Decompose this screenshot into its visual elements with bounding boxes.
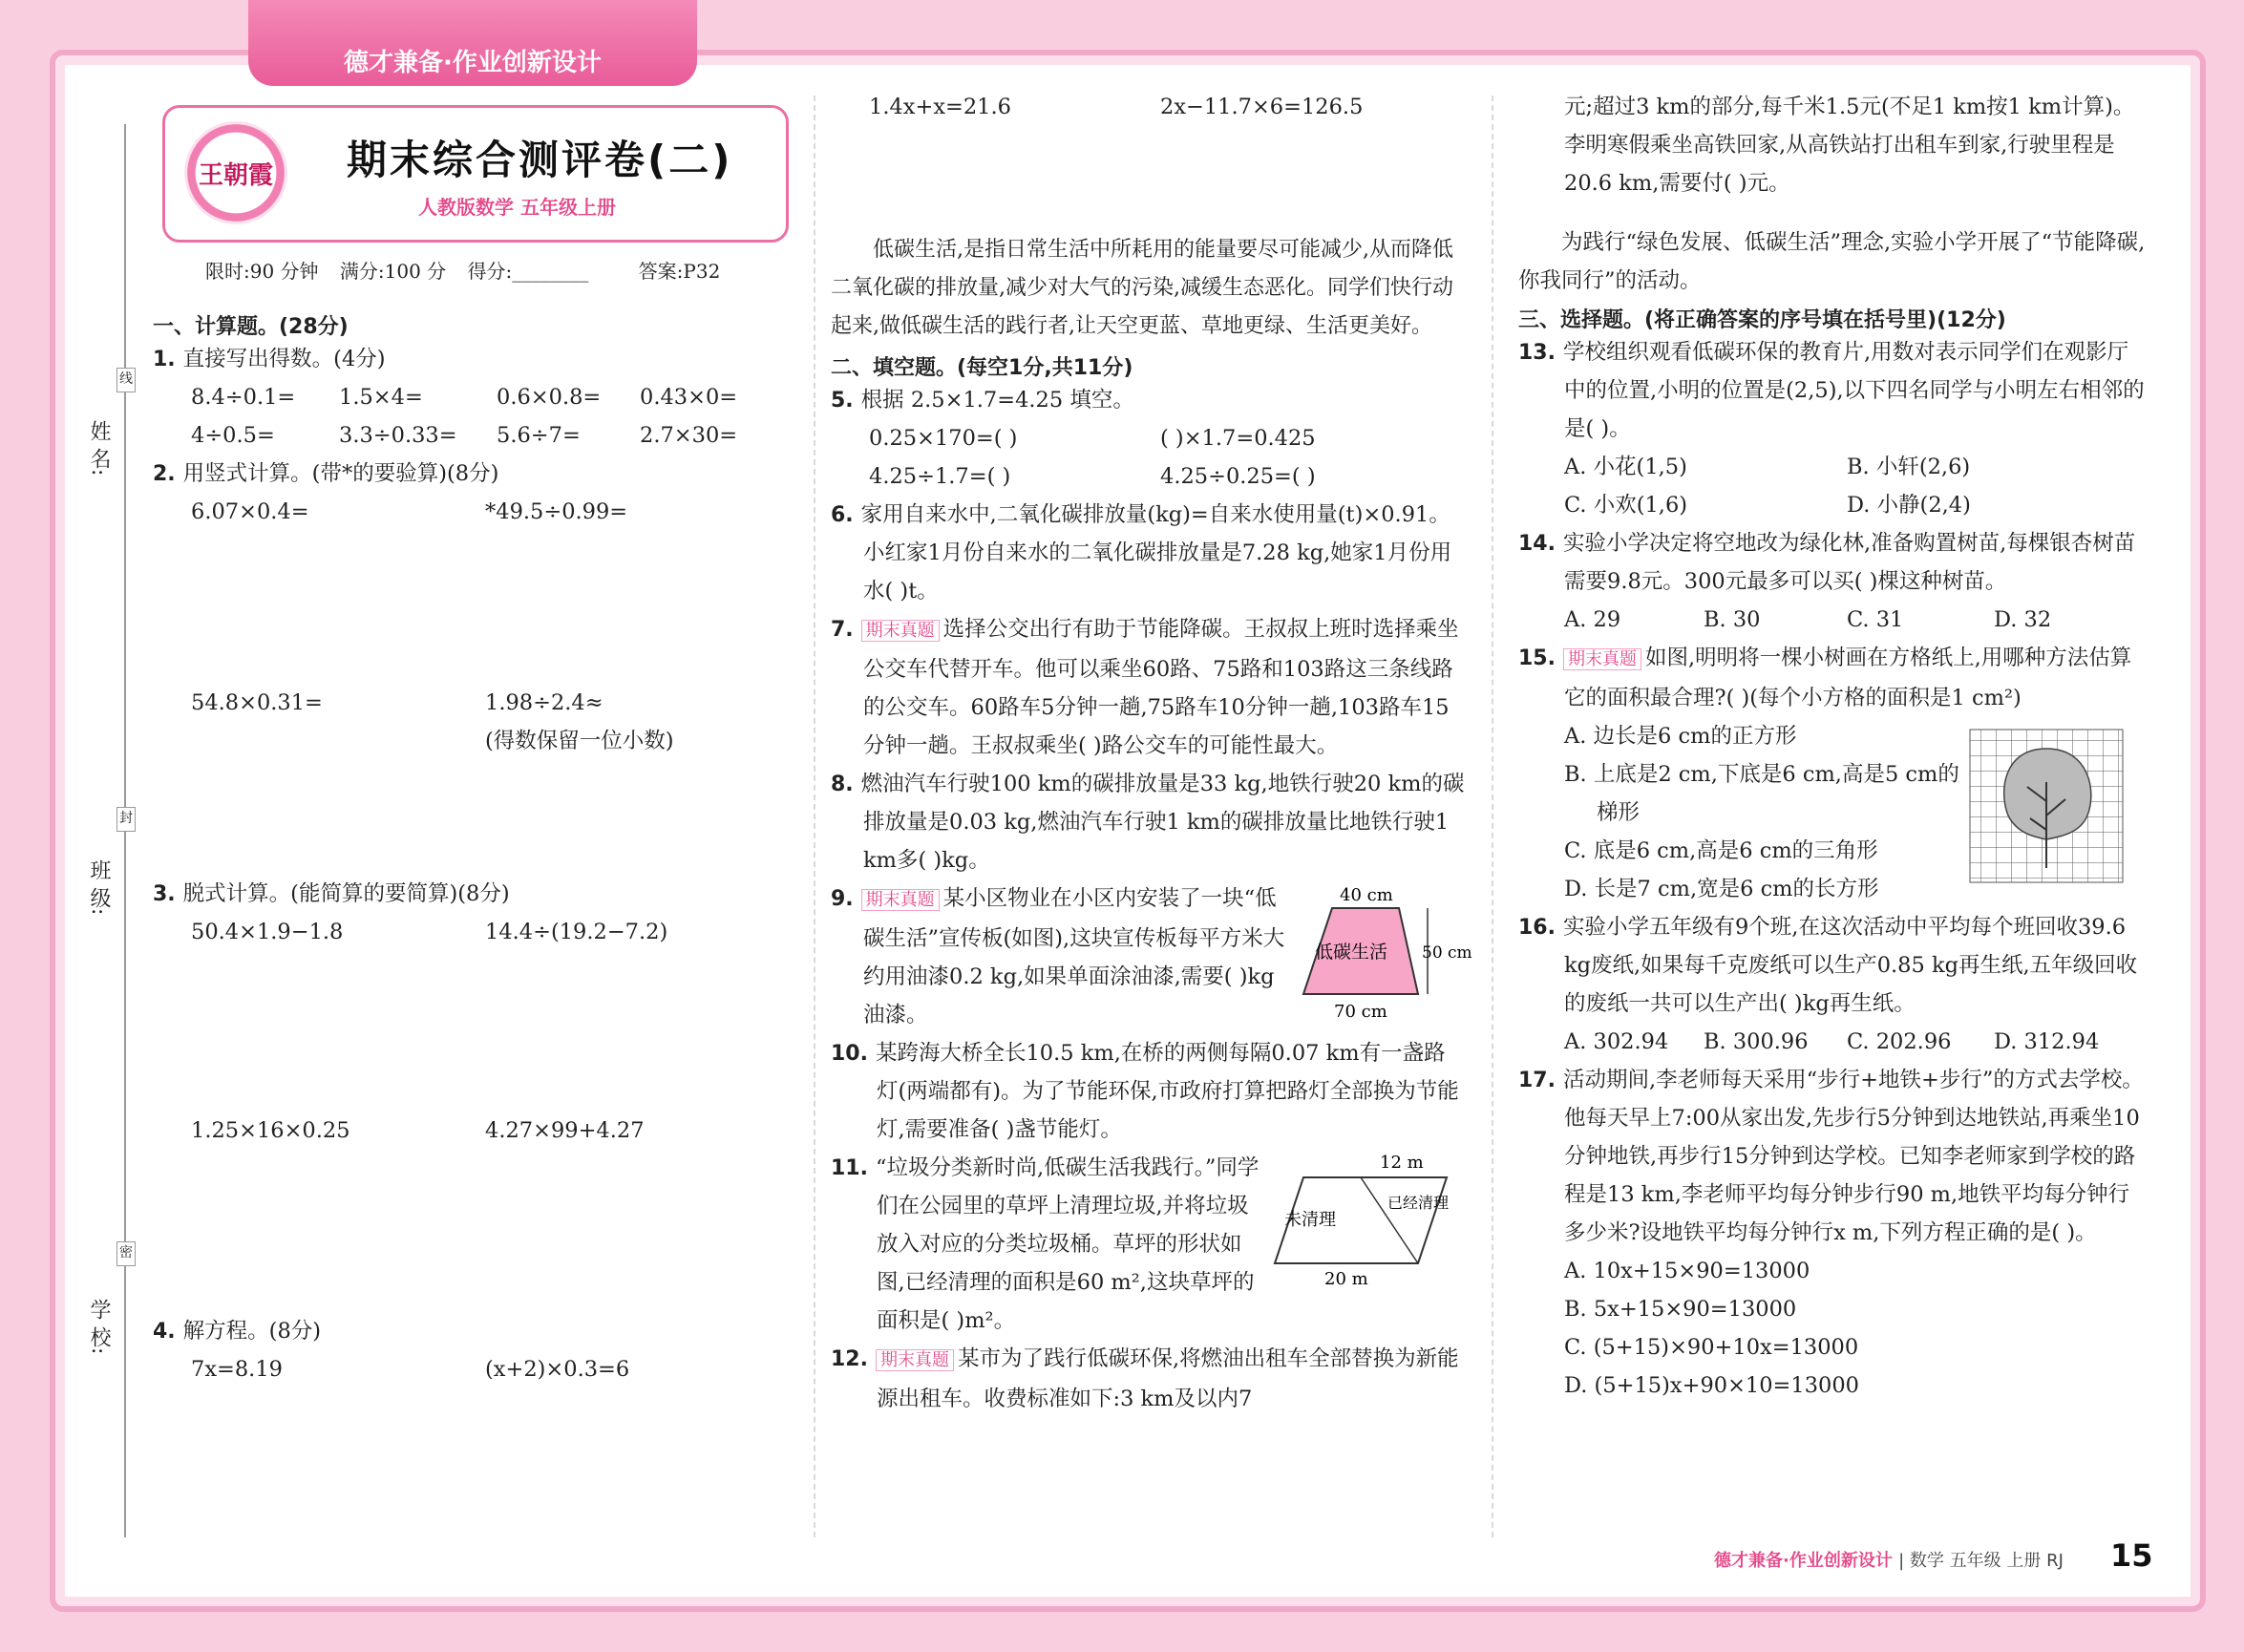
question-12: 12. 期末真题 某市为了践行低碳环保,将燃油出租车全部替换为新能源出租车。收费标准如下:3 km及以内7 — [831, 1346, 1459, 1411]
q1-item: 1.5×4= — [339, 385, 423, 410]
equation: 1.4x+x=21.6 — [869, 95, 1011, 119]
q2-item: 54.8×0.31= — [191, 690, 323, 715]
column-2 — [831, 88, 1472, 1418]
answer-ref: 答案:P32 — [638, 260, 721, 283]
q12-continued: 元;超过3 km的部分,每千米1.5元(不足1 km按1 km计算)。李明寒假乘坐高铁回家,从高铁站打出租车到家,行驶里程是20.6 km,需要付( )元。 — [1564, 95, 2135, 196]
question-10: 10. 某跨海大桥全长10.5 km,在桥的两侧每隔0.07 km有一盏路灯(两端都有)。为了节能环保,市政府打算把路灯全部换为节能灯,需要准备( )盏节能灯。 — [831, 1041, 1459, 1142]
q3-row2 — [153, 1112, 788, 1150]
q2-item: *49.5÷0.99= — [485, 499, 628, 524]
option: C. 202.96 — [1847, 1029, 1952, 1054]
option: A. 小花(1,5) — [1564, 455, 1687, 479]
binding-mark-line: 线 — [116, 368, 136, 392]
column-3 — [1518, 88, 2149, 1405]
exam-tag: 期末真题 — [861, 620, 940, 642]
question-4: 4. 解方程。(8分) — [153, 1319, 322, 1344]
question-9-block — [831, 879, 1472, 1034]
q4-text: 解方程。(8分) — [182, 1319, 322, 1344]
option: A. 边长是6 cm的正方形 — [1564, 724, 1797, 749]
q9-text: 某小区物业在小区内安装了一块“低碳生活”宣传板(如图),这块宣传板每平方米大约用油漆0.2 kg,如果单面涂油漆,需要( )kg油漆。 — [863, 886, 1285, 1027]
eq-row — [831, 88, 1466, 126]
exam-tag: 期末真题 — [1563, 648, 1641, 670]
equation: 2x−11.7×6=126.5 — [1160, 95, 1364, 119]
q13-options — [1518, 448, 2149, 486]
option: B. 300.96 — [1704, 1029, 1809, 1054]
brand-logo — [184, 121, 287, 224]
q15-options-block — [1518, 717, 2149, 908]
q3-item: 14.4÷(19.2−7.2) — [485, 920, 668, 944]
section-2-heading: 二、填空题。(每空1分,共11分) — [831, 356, 1133, 380]
page-number: 15 — [2110, 1537, 2153, 1574]
question-17: 17. 活动期间,李老师每天采用“步行+地铁+步行”的方式去学校。他每天早上7:00从家出发,先步行5分钟到达地铁站,再乘坐10分钟地铁,再步行15分钟到达学校。已知李老师家到学校的路程是13 km,李老师平均每分钟步行90 m,地铁平均每分钟行多少米?设地铁平均每分钟行x m,下列方程正确的是( )。 — [1518, 1068, 2144, 1245]
q1-item: 0.43×0= — [640, 385, 738, 410]
footer — [1714, 1547, 2064, 1572]
q5-row2 — [831, 457, 1466, 496]
fig11-uncleaned-label: 未清理 — [1284, 1210, 1336, 1230]
option: D. 312.94 — [1994, 1029, 2100, 1054]
question-1: 1. 直接写出得数。(4分) — [153, 347, 386, 371]
tree-grid-figure — [1965, 725, 2128, 897]
option: B. 上底是2 cm,下底是6 cm,高是5 cm的梯形 — [1564, 762, 1959, 825]
q17-text: 活动期间,李老师每天采用“步行+地铁+步行”的方式去学校。他每天早上7:00从家出发,先步行5分钟到达地铁站,再乘坐10分钟地铁,再步行15分钟到达学校。已知李老师家到学校的路程是13 km,李老师平均每分钟步行90 m,地铁平均每分钟行多少米?设地铁平均每分钟行x m,下列方程正确的是( )。 — [1562, 1068, 2144, 1245]
question-16: 16. 实验小学五年级有9个班,在这次活动中平均每个班回收39.6 kg废纸,如果每千克废纸可以生产0.85 kg再生纸,五年级回收的废纸一共可以生产出( )kg再生纸。 — [1518, 915, 2138, 1016]
q2-item: 6.07×0.4= — [191, 499, 309, 524]
q2-item: 1.98÷2.4≈ — [485, 690, 603, 715]
q13-options — [1518, 486, 2149, 524]
option: C. 底是6 cm,高是6 cm的三角形 — [1564, 838, 1878, 863]
q5-item: 4.25÷1.7=( ) — [869, 464, 1011, 489]
q6-text: 家用自来水中,二氧化碳排放量(kg)=自来水使用量(t)×0.91。小红家1月份自来水的二氧化碳排放量是7.28 kg,她家1月份用水( )t。 — [860, 502, 1452, 604]
q5-item: ( )×1.7=0.425 — [1160, 426, 1316, 451]
q1-item: 4÷0.5= — [191, 423, 275, 448]
exam-tag: 期末真题 — [876, 1349, 954, 1371]
section-3-heading: 三、选择题。(将正确答案的序号填在括号里)(12分) — [1518, 308, 2006, 332]
fig9-bottom-label: 70 cm — [1334, 1002, 1387, 1022]
question-14: 14. 实验小学决定将空地改为绿化林,准备购置树苗,每棵银杏树苗需要9.8元。300元最多可以买( )棵这种树苗。 — [1518, 531, 2136, 594]
q8-text: 燃油汽车行驶100 km的碳排放量是33 kg,地铁行驶20 km的碳排放量是0.03 kg,燃油汽车行驶1 km的碳排放量比地铁行驶1 km多( )kg。 — [860, 772, 1465, 873]
q14-text: 实验小学决定将空地改为绿化林,准备购置树苗,每棵银杏树苗需要9.8元。300元最多可以买( )棵这种树苗。 — [1562, 531, 2136, 594]
q1-row2 — [153, 416, 788, 455]
question-9: 9. 期末真题 某小区物业在小区内安装了一块“低碳生活”宣传板(如图),这块宣传板每平方米大约用油漆0.2 kg,如果单面涂油漆,需要( )kg油漆。 — [831, 886, 1285, 1027]
q1-item: 0.6×0.8= — [497, 385, 602, 410]
question-11: 11. “垃圾分类新时尚,低碳生活我践行。”同学们在公园里的草坪上清理垃圾,并将垃圾放入对应的分类垃圾桶。草坪的形状如图,已经清理的面积是60 m²,这块草坪的面积是( )m²。 — [831, 1155, 1260, 1333]
q4-row — [153, 1350, 788, 1388]
banner-text: 德才兼备·作业创新设计 — [344, 49, 602, 77]
option: D. 小静(2,4) — [1847, 493, 1971, 518]
q12-text: 某市为了践行低碳环保,将燃油出租车全部替换为新能源出租车。收费标准如下:3 km及以内7 — [877, 1346, 1459, 1411]
fig11-top-label: 12 m — [1380, 1153, 1424, 1173]
parallelogram-figure — [1265, 1149, 1466, 1292]
question-11-block — [831, 1149, 1466, 1340]
q2-text: 用竖式计算。(带*的要验算)(8分) — [182, 461, 499, 486]
q10-text: 某跨海大桥全长10.5 km,在桥的两侧每隔0.07 km有一盏路灯(两端都有)。为了节能环保,市政府打算把路灯全部换为节能灯,需要准备( )盏节能灯。 — [875, 1041, 1459, 1142]
q15-text: 如图,明明将一棵小树画在方格纸上,用哪种方法估算它的面积最合理?( )(每个小方格的面积是1 cm²) — [1564, 646, 2132, 710]
q4-item: (x+2)×0.3=6 — [485, 1357, 630, 1382]
option: B. 30 — [1704, 607, 1761, 632]
q5-item: 4.25÷0.25=( ) — [1160, 464, 1316, 489]
q5-row1 — [831, 419, 1466, 457]
q4-item: 7x=8.19 — [191, 1357, 283, 1382]
q2-note: (得数保留一位小数) — [485, 729, 674, 753]
question-6: 6. 家用自来水中,二氧化碳排放量(kg)=自来水使用量(t)×0.91。小红家1月份自来水的二氧化碳排放量是7.28 kg,她家1月份用水( )t。 — [831, 502, 1452, 604]
q17-options — [1518, 1252, 2149, 1405]
question-5: 5. 根据 2.5×1.7=4.25 填空。 — [831, 388, 1134, 413]
fig9-top-label: 40 cm — [1340, 885, 1393, 905]
class-label: 班 级: — [87, 859, 111, 916]
q1-item: 8.4÷0.1= — [191, 385, 296, 410]
option: D. 长是7 cm,宽是6 cm的长方形 — [1564, 877, 1879, 901]
page-subtitle: 人教版数学 五年级上册 — [418, 196, 616, 219]
fig9-board-text: 低碳生活 — [1315, 942, 1388, 963]
section-1-heading: 一、计算题。(28分) — [153, 315, 349, 339]
binding-mark-seal: 封 — [116, 807, 136, 832]
q3-item: 50.4×1.9−1.8 — [191, 920, 344, 944]
q1-text: 直接写出得数。(4分) — [182, 347, 386, 371]
option: A. 302.94 — [1564, 1029, 1669, 1054]
q1-row1 — [153, 378, 788, 416]
question-2: 2. 用竖式计算。(带*的要验算)(8分) — [153, 461, 499, 486]
fig11-bottom-label: 20 m — [1324, 1269, 1368, 1289]
logo-text: 王朝霞 — [198, 160, 273, 190]
footer-info: | 数学 五年级 上册 RJ — [1898, 1551, 2064, 1571]
q7-text: 选择公交出行有助于节能降碳。王叔叔上班时选择乘坐公交车代替开车。他可以乘坐60路、75路和103路这三条线路的公交车。60路车5分钟一趟,75路车10分钟一趟,103路车15分钟一趟。王叔叔乘坐( )路公交车的可能性最大。 — [863, 617, 1459, 758]
q3-item: 1.25×16×0.25 — [191, 1118, 350, 1143]
exam-meta — [205, 256, 778, 284]
tree-crown — [2004, 749, 2091, 839]
option: D. (5+15)x+90×10=13000 — [1564, 1373, 1859, 1398]
option: A. 10x+15×90=13000 — [1564, 1259, 1810, 1283]
question-15: 15. 期末真题 如图,明明将一棵小树画在方格纸上,用哪种方法估算它的面积最合理?( )(每个小方格的面积是1 cm²) — [1518, 646, 2132, 710]
option: B. 5x+15×90=13000 — [1564, 1297, 1797, 1322]
column-divider — [814, 95, 815, 1537]
q1-item: 5.6÷7= — [497, 423, 581, 448]
column-divider — [1492, 95, 1493, 1537]
q1-item: 3.3÷0.33= — [339, 423, 457, 448]
q5-item: 0.25×170=( ) — [869, 426, 1018, 451]
option: C. 31 — [1847, 607, 1904, 632]
score-field[interactable]: 得分:________ — [467, 260, 589, 283]
school-label: 学 校: — [87, 1299, 111, 1355]
footer-brand: 德才兼备·作业创新设计 — [1714, 1551, 1893, 1571]
series-banner — [248, 0, 697, 86]
page-title: 期末综合测评卷(二) — [347, 137, 733, 183]
q15-options — [1518, 717, 1965, 908]
q13-text: 学校组织观看低碳环保的教育片,用数对表示同学们在观影厅中的位置,小明的位置是(2,5),以下四名同学与小明左右相邻的是( )。 — [1562, 340, 2145, 441]
title-box — [162, 105, 789, 243]
option: C. (5+15)×90+10x=13000 — [1564, 1335, 1859, 1360]
q2-row1 — [153, 493, 788, 531]
question-3: 3. 脱式计算。(能简算的要简算)(8分) — [153, 881, 510, 906]
q2-row2 — [153, 684, 788, 722]
q11-text: “垃圾分类新时尚,低碳生活我践行。”同学们在公园里的草坪上清理垃圾,并将垃圾放入对应的分类垃圾桶。草坪的形状如图,已经清理的面积是60 m²,这块草坪的面积是( )m²。 — [875, 1155, 1260, 1333]
intro2-paragraph: 为践行“绿色发展、低碳生活”理念,实验小学开展了“节能降碳,你我同行”的活动。 — [1518, 230, 2146, 293]
q14-options — [1518, 601, 2149, 639]
binding-mark-secret: 密 — [116, 1241, 136, 1266]
q3-row1 — [153, 913, 788, 951]
fig9-height-label: 50 cm — [1422, 943, 1472, 963]
option: D. 32 — [1994, 607, 2052, 632]
option: B. 小轩(2,6) — [1847, 455, 1971, 479]
question-13: 13. 学校组织观看低碳环保的教育片,用数对表示同学们在观影厅中的位置,小明的位置是(2,5),以下四名同学与小明左右相邻的是( )。 — [1518, 340, 2145, 441]
name-label: 姓 名: — [87, 420, 111, 477]
question-7: 7. 期末真题 选择公交出行有助于节能降碳。王叔叔上班时选择乘坐公交车代替开车。他可以乘坐60路、75路和103路这三条线路的公交车。60路车5分钟一趟,75路车10分钟一趟,103路车15分钟一趟。王叔叔乘坐( )路公交车的可能性最大。 — [831, 617, 1459, 758]
intro-paragraph: 低碳生活,是指日常生活中所耗用的能量要尽可能减少,从而降低二氧化碳的排放量,减少对大气的污染,减缓生态恶化。同学们快行动起来,做低碳生活的践行者,让天空更蓝、草地更绿、生活更美好。 — [831, 238, 1453, 338]
fig11-cleaned-label: 已经清理 — [1387, 1194, 1450, 1212]
time-limit: 限时:90 分钟 — [205, 260, 319, 283]
trapezoid-figure — [1294, 879, 1472, 1023]
exam-tag: 期末真题 — [861, 889, 940, 911]
q16-options — [1518, 1023, 2149, 1061]
q3-text: 脱式计算。(能简算的要简算)(8分) — [182, 881, 510, 906]
option: A. 29 — [1564, 607, 1621, 632]
q16-text: 实验小学五年级有9个班,在这次活动中平均每个班回收39.6 kg废纸,如果每千克废纸可以生产0.85 kg再生纸,五年级回收的废纸一共可以生产出( )kg再生纸。 — [1562, 915, 2138, 1016]
q5-text: 根据 2.5×1.7=4.25 填空。 — [860, 388, 1134, 413]
question-8: 8. 燃油汽车行驶100 km的碳排放量是33 kg,地铁行驶20 km的碳排放量是0.03 kg,燃油汽车行驶1 km的碳排放量比地铁行驶1 km多( )kg。 — [831, 772, 1465, 873]
option: C. 小欢(1,6) — [1564, 493, 1688, 518]
full-score: 满分:100 分 — [339, 260, 447, 283]
q3-item: 4.27×99+4.27 — [485, 1118, 645, 1143]
column-1 — [153, 310, 788, 1388]
q1-item: 2.7×30= — [640, 423, 738, 448]
